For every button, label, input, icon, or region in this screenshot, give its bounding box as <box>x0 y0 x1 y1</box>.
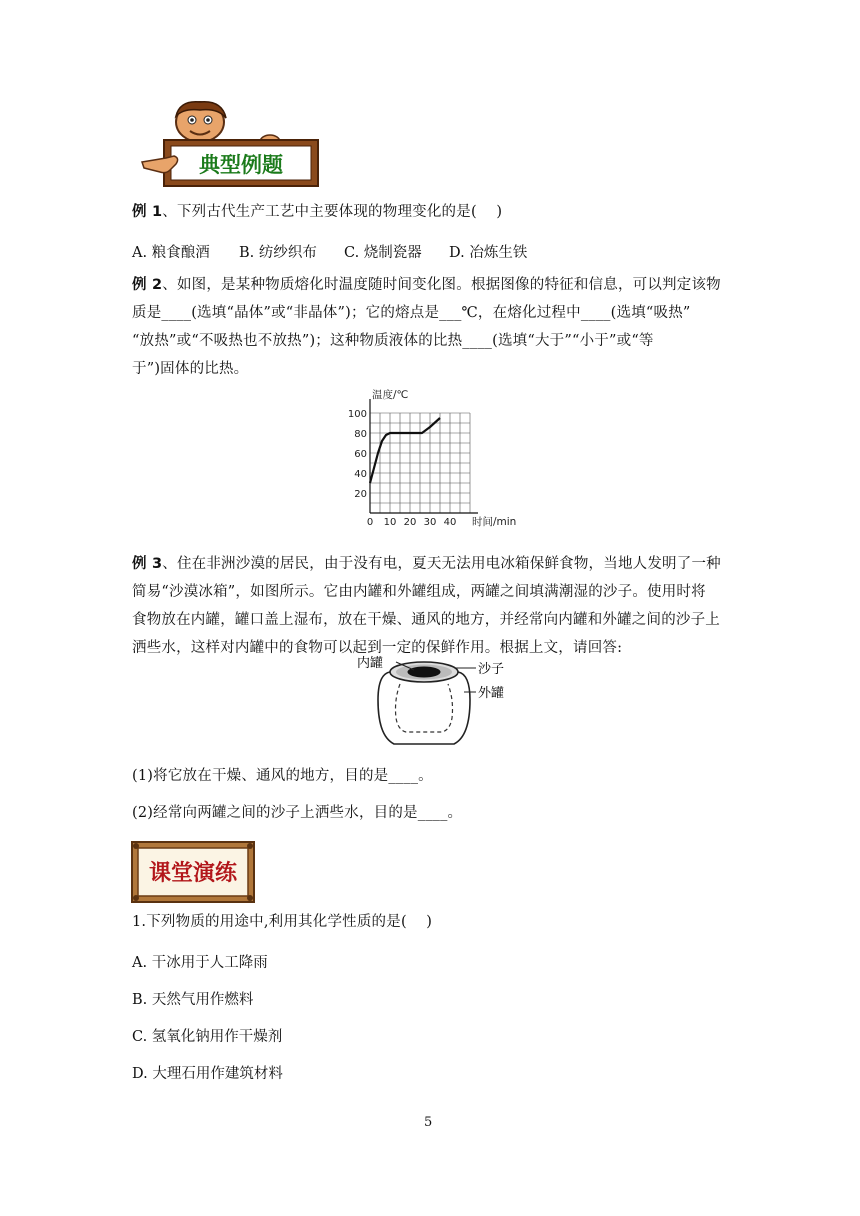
practice1-option-a: A. 干冰用于人工降雨 <box>132 955 268 971</box>
y-tick-label: 100 <box>347 409 367 420</box>
example3-label: 例 3 <box>132 556 163 572</box>
example3-question <box>132 550 732 662</box>
example2-line1: 、如图，是某种物质熔化时温度随时间变化图。根据图像的特征和信息，可以判定该物 <box>162 277 721 293</box>
x-tick-label: 10 <box>383 517 397 528</box>
y-tick-label: 40 <box>354 469 367 480</box>
classroom-practice-banner <box>128 838 258 906</box>
y-tick-label: 80 <box>354 429 367 440</box>
practice1-option-b: B. 天然气用作燃料 <box>132 992 254 1008</box>
x-tick-label: 20 <box>403 517 417 528</box>
desert-fridge-figure <box>350 650 520 754</box>
x-tick-label: 30 <box>423 517 437 528</box>
example1-option-c: C. 烧制瓷器 <box>344 245 422 261</box>
example2-line4: 于”)固体的比热。 <box>132 361 249 377</box>
x-tick-label: 40 <box>443 517 457 528</box>
wood-sign-icon <box>128 838 258 906</box>
y-tick-label: 60 <box>354 449 367 460</box>
example2-line3: “放热”或“不吸热也不放热”)；这种物质液体的比热____(选填“大于”“小于”或“等 <box>132 333 654 349</box>
example3-line1: 、住在非洲沙漠的居民，由于没有电，夏天无法用电冰箱保鲜食物，当地人发明了一种 <box>162 556 721 572</box>
melting-curve-chart <box>340 385 520 534</box>
example2-line2: 质是____(选填“晶体”或“非晶体”)；它的熔点是___℃，在熔化过程中____(选填“吸热” <box>132 305 691 321</box>
practice1-option-c: C. 氢氧化钠用作干燥剂 <box>132 1029 283 1045</box>
example3-q2: (2)经常向两罐之间的沙子上洒些水，目的是____。 <box>132 805 463 821</box>
example1-label: 例 1 <box>132 204 163 220</box>
pot-illustration <box>350 650 520 750</box>
outer-jar-label: 外罐 <box>478 686 505 701</box>
typical-examples-title: 典型例题 <box>199 152 283 177</box>
example3-q1: (1)将它放在干燥、通风的地方，目的是____。 <box>132 768 433 784</box>
example2-question <box>132 271 732 383</box>
cartoon-teacher-icon <box>140 100 320 190</box>
example2-label: 例 2 <box>132 277 163 293</box>
example3-line4: 洒些水，这样对内罐中的食物可以起到一定的保鲜作用。根据上文，请回答: <box>132 640 623 656</box>
sand-label: 沙子 <box>478 662 505 677</box>
x-axis-label: 时间/min <box>472 516 517 528</box>
page-number: 5 <box>424 1115 433 1130</box>
example1-option-a: A. 粮食酿酒 <box>132 245 210 261</box>
example1-option-d: D. 冶炼生铁 <box>449 245 528 261</box>
inner-jar-label: 内罐 <box>357 656 384 671</box>
y-tick-label: 20 <box>354 489 367 500</box>
example1-question <box>132 198 502 226</box>
practice1-option-d: D. 大理石用作建筑材料 <box>132 1066 283 1082</box>
example1-text: 、下列古代生产工艺中主要体现的物理变化的是( ) <box>162 204 503 220</box>
example1-options <box>132 241 559 262</box>
melting-curve-svg <box>340 385 520 530</box>
practice1-question: 1.下列物质的用途中,利用其化学性质的是( ) <box>132 914 433 930</box>
classroom-practice-title: 课堂演练 <box>148 860 238 886</box>
example3-line3: 食物放在内罐，罐口盖上湿布，放在干燥、通风的地方，并经常向内罐和外罐之间的沙子上 <box>132 612 720 628</box>
example3-line2: 简易“沙漠冰箱”，如图所示。它由内罐和外罐组成，两罐之间填满潮湿的沙子。使用时将 <box>132 584 706 600</box>
y-axis-label: 温度/℃ <box>372 389 409 401</box>
typical-examples-banner <box>140 100 320 190</box>
x-tick-label: 0 <box>366 517 374 528</box>
example1-option-b: B. 纺纱织布 <box>239 245 317 261</box>
